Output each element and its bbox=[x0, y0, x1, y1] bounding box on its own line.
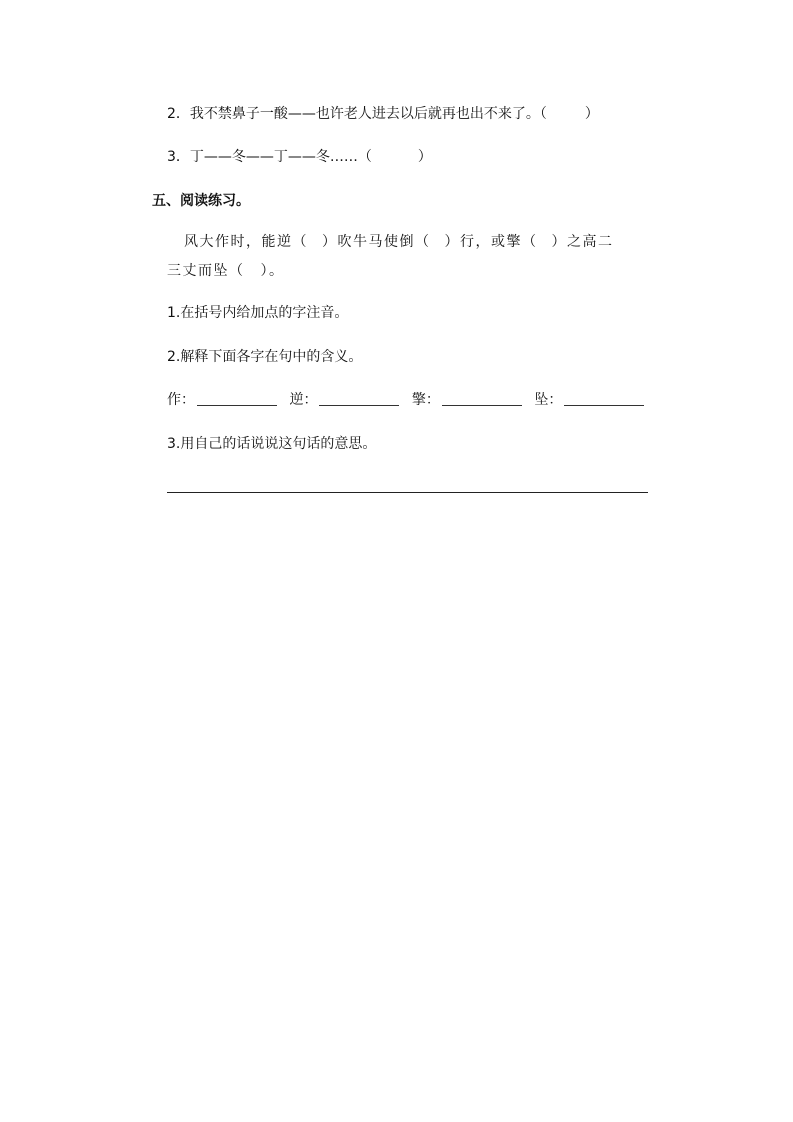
passage-seg: ）行，或擎（ bbox=[444, 234, 538, 250]
question-2-text: 2．我不禁鼻子一酸——也许老人进去以后就再也出不来了。（ bbox=[167, 106, 547, 122]
passage-line-2 bbox=[167, 261, 285, 281]
passage-seg: ）。 bbox=[260, 263, 285, 279]
fill-label-zuo: 作： bbox=[167, 392, 195, 408]
fill-label-zhui: 坠： bbox=[534, 392, 563, 408]
passage-seg: ）之高二 bbox=[551, 234, 614, 250]
fill-blank-qing[interactable] bbox=[442, 391, 522, 406]
answer-line[interactable] bbox=[167, 492, 648, 493]
item-2: 2.解释下面各字在句中的含义。 bbox=[167, 349, 363, 365]
passage-seg: ）吹牛马使倒（ bbox=[322, 234, 431, 250]
passage-seg: 三丈而坠（ bbox=[167, 263, 245, 279]
fill-label-qing: 擎： bbox=[411, 392, 440, 408]
question-3 bbox=[167, 147, 432, 167]
fill-blank-ni[interactable] bbox=[319, 391, 399, 406]
passage-line-1 bbox=[184, 232, 614, 252]
close-paren: ） bbox=[417, 149, 432, 165]
section-5-title: 五、阅读练习。 bbox=[152, 193, 250, 209]
fill-blank-zhui[interactable] bbox=[564, 391, 644, 406]
close-paren: ） bbox=[584, 106, 599, 122]
fill-row bbox=[167, 390, 652, 410]
passage-seg: 风大作时，能逆（ bbox=[184, 234, 308, 250]
question-2 bbox=[167, 104, 599, 124]
item-1: 1.在括号内给加点的字注音。 bbox=[167, 305, 349, 321]
fill-blank-zuo[interactable] bbox=[197, 391, 277, 406]
question-3-text: 3．丁——冬——丁——冬……（ bbox=[167, 149, 372, 165]
fill-label-ni: 逆： bbox=[289, 392, 318, 408]
item-3: 3.用自己的话说说这句话的意思。 bbox=[167, 436, 377, 452]
